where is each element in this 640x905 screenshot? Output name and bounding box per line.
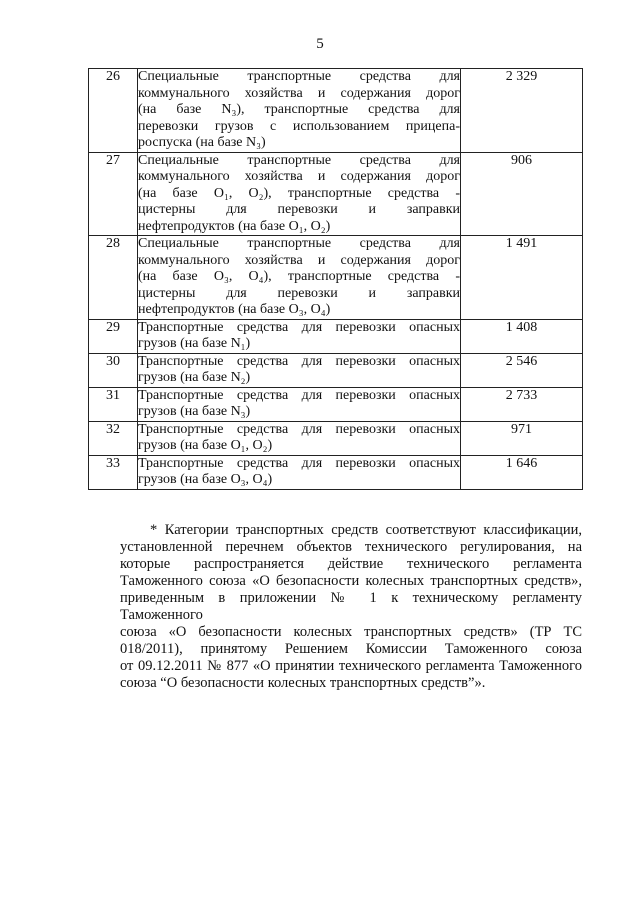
table-row [89,236,583,320]
row-value: 906 [461,152,583,236]
footnote-line: приведенным в приложении № 1 к техническому регламенту Таможенного [120,590,582,623]
description-line: роспуска (на базе N₃) [138,135,266,150]
row-number: 33 [89,455,138,489]
row-value: 2 329 [461,69,583,153]
footnote-line: * Категории транспортных средств соответствуют классификации, [150,522,582,538]
vehicle-categories-table [88,68,583,490]
footnote-line: от 09.12.2011 № 877 «О принятии технического регламента Таможенного [120,658,582,674]
row-value: 1 408 [461,319,583,353]
description-line: Специальные транспортные средства для [138,236,460,251]
description-line: цистерны для перевозки и заправки [138,202,460,217]
row-description [138,387,461,421]
footnote-line: Таможенного союза «О безопасности колесных транспортных средств», [120,573,582,589]
row-description [138,152,461,236]
description-line: Транспортные средства для перевозки опасных [138,319,460,335]
table-row [89,69,583,153]
description-line: перевозки грузов с использованием прицепа- [138,118,460,134]
footnote-line: союза “О безопасности колесных транспортных средств”». [120,675,486,691]
table-row [89,455,583,489]
description-line: грузов (на базе O₁, O₂) [138,438,273,453]
row-value: 1 646 [461,455,583,489]
description-line: (на базе N₃), транспортные средства для [138,102,460,117]
footnote-line: которые распространяется действие технического регламента [120,556,582,572]
row-value: 971 [461,421,583,455]
description-line: Транспортные средства для перевозки опасных [138,455,460,471]
description-line: коммунального хозяйства и содержания дорог [138,252,460,268]
description-line: Специальные транспортные средства для [138,69,460,84]
row-description [138,455,461,489]
description-line: нефтепродуктов (на базе O₁, O₂) [138,218,331,234]
footnote-line: союза «О безопасности колесных транспортных средств» (ТР ТС [120,624,582,640]
row-description [138,319,461,353]
footnote-line: установленной перечнем объектов технического регулирования, на [120,539,582,555]
table-row [89,152,583,236]
row-description [138,69,461,153]
row-number: 28 [89,236,138,320]
description-line: грузов (на базе N₃) [138,404,251,419]
description-line: коммунального хозяйства и содержания дорог [138,85,460,101]
row-value: 2 546 [461,353,583,387]
page-number: 5 [316,36,324,52]
description-line: Транспортные средства для перевозки опасных [138,353,460,369]
description-line: Транспортные средства для перевозки опасных [138,387,460,403]
row-description [138,353,461,387]
footnote-line: 018/2011), принятому Решением Комиссии Таможенного союза [120,641,582,657]
row-number: 27 [89,152,138,236]
row-number: 30 [89,353,138,387]
table-row [89,319,583,353]
row-value: 1 491 [461,236,583,320]
description-line: цистерны для перевозки и заправки [138,285,460,301]
description-line: грузов (на базе O₃, O₄) [138,472,273,487]
row-number: 26 [89,69,138,153]
row-description [138,421,461,455]
row-number: 29 [89,319,138,353]
description-line: (на базе O₃, O₄), транспортные средства - [138,269,460,284]
description-line: (на базе O₁, O₂), транспортные средства - [138,185,460,201]
row-value: 2 733 [461,387,583,421]
row-description [138,236,461,320]
description-line: нефтепродуктов (на базе O₃, O₄) [138,302,331,317]
table-row [89,387,583,421]
footnote [120,522,582,692]
row-number: 31 [89,387,138,421]
table-row [89,421,583,455]
description-line: грузов (на базе N₂) [138,370,251,385]
description-line: Специальные транспортные средства для [138,152,460,168]
row-number: 32 [89,421,138,455]
table-row [89,353,583,387]
description-line: грузов (на базе N₁) [138,336,251,351]
description-line: Транспортные средства для перевозки опасных [138,421,460,437]
description-line: коммунального хозяйства и содержания дорог [138,169,460,184]
